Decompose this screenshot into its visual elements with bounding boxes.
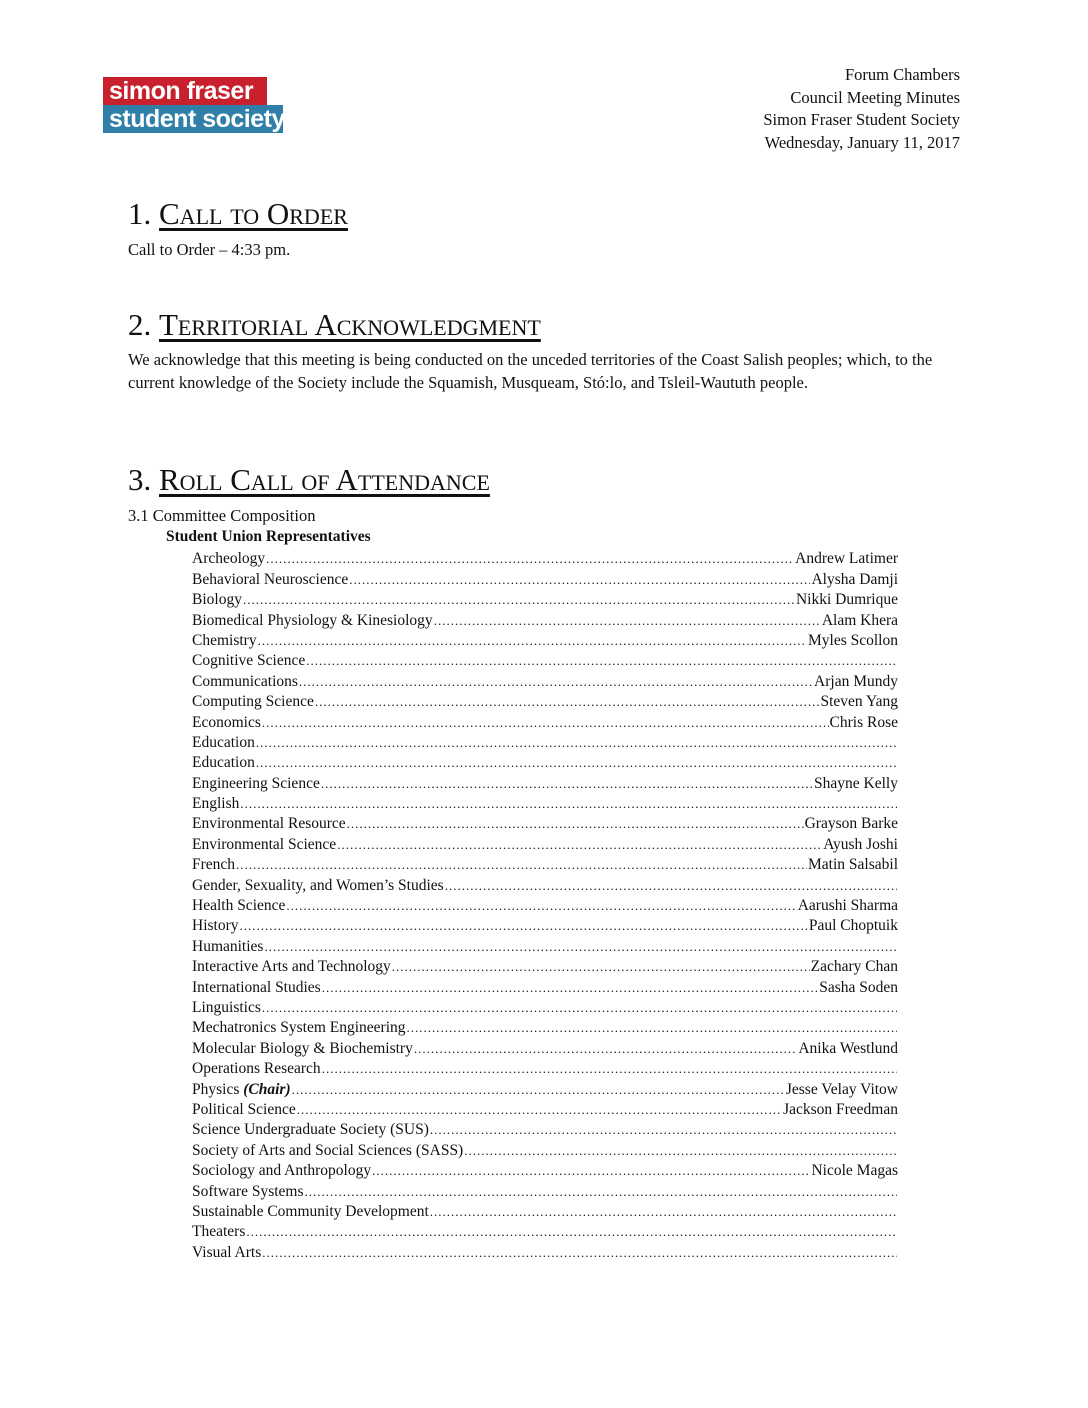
header-venue: Forum Chambers [844,65,960,84]
representative-row [192,896,898,916]
representative-row [192,773,898,793]
dot-leader [297,1100,782,1120]
program-label: Gender, Sexuality, and Women’s Studies [192,876,444,894]
representative-name: Shayne Kelly [814,774,898,792]
program-name [192,713,261,733]
program-name [192,896,285,916]
representative-name: Arjan Mundy [814,672,898,690]
representative-name: Jesse Velay Vitow [785,1080,898,1098]
representative-name: Alam Khera [821,611,898,629]
representative-row [192,712,898,732]
dot-leader [262,998,897,1018]
representative-name: Aarushi Sharma [797,897,898,915]
representative-row [192,1018,898,1038]
dot-leader [306,651,897,671]
program-label: Communications [192,672,298,690]
section-title: Territorial Acknowledgment [159,307,541,342]
representative-name: Ayush Joshi [823,835,898,853]
program-name [192,1120,429,1140]
program-label: Humanities [192,937,264,955]
dot-leader [256,753,897,773]
dot-leader [464,1141,897,1161]
representative-name: Zachary Chan [810,958,898,976]
program-label: International Studies [192,978,321,996]
program-label: Society of Arts and Social Sciences (SASS) [192,1141,464,1159]
program-name [192,611,433,631]
program-label: Sustainable Community Development [192,1202,429,1220]
representative-name: Matin Salsabil [808,856,898,874]
program-label: History [192,917,239,935]
representative-row [192,936,898,956]
program-name [192,937,263,957]
section-2-body: We acknowledge that this meeting is being conducted on the unceded territories of the Coast Salish peoples; which, to the current knowledge of the Society include the Squamish, Musqueam, Stó:lo, and Tsleil-Waututh people. [128,350,933,392]
dot-leader [445,876,897,896]
program-name [192,1243,261,1263]
representative-row [192,1161,898,1181]
program-label: Education [192,754,255,772]
dot-leader [256,733,897,753]
program-label: Engineering Science [192,774,320,792]
dot-leader [266,549,794,569]
program-name [192,733,255,753]
program-label: Health Science [192,897,286,915]
program-label: Physics [192,1080,240,1098]
program-name [192,651,305,671]
dot-leader [434,611,821,631]
representative-row [192,1059,898,1079]
representative-row [192,977,898,997]
representative-name: Steven Yang [820,693,898,711]
representative-name: Anika Westlund [798,1039,898,1057]
program-name [192,978,321,998]
representative-row [192,692,898,712]
dot-leader [414,1039,798,1059]
representative-row [192,1038,898,1058]
representative-row [192,753,898,773]
dot-leader [262,713,829,733]
section-1-body: Call to Order – 4:33 pm. [128,240,291,259]
representative-list [192,549,898,1263]
program-label: Behavioral Neuroscience [192,570,349,588]
program-name [192,876,444,896]
representative-row [192,1242,898,1262]
representative-row [192,855,898,875]
program-name [192,916,239,936]
representative-name: Myles Scollon [808,631,898,649]
program-name [192,549,265,569]
program-label: Linguistics [192,998,261,1016]
representative-row [192,590,898,610]
representative-name: Alysha Damji [811,570,898,588]
program-name [192,1059,321,1079]
section-number: 1. [128,196,152,231]
dot-leader [321,774,813,794]
program-label: Archeology [192,550,266,568]
dot-leader [292,1080,785,1100]
representative-row [192,1222,898,1242]
program-name [192,692,314,712]
header-date: Wednesday, January 11, 2017 [764,132,960,152]
program-label: Interactive Arts and Technology [192,958,391,976]
dot-leader [322,1059,897,1079]
program-name [192,1018,406,1038]
dot-leader [349,570,810,590]
program-name [192,570,348,590]
dot-leader [286,896,796,916]
representative-row [192,957,898,977]
dot-leader [236,855,807,875]
dot-leader [243,590,795,610]
representative-row [192,1100,898,1120]
representative-row [192,998,898,1018]
representative-row [192,1140,898,1160]
program-label: French [192,856,236,874]
representative-row [192,875,898,895]
representative-row [192,814,898,834]
representative-row [192,916,898,936]
dot-leader [430,1202,897,1222]
program-name [192,998,261,1018]
representative-row [192,671,898,691]
program-label: Cognitive Science [192,652,306,670]
header-doc-title: Council Meeting Minutes [790,87,960,107]
program-name [192,814,346,834]
program-label: Computing Science [192,693,314,711]
dot-leader [407,1018,897,1038]
section-number: 3. [128,462,152,497]
program-label: Theaters [192,1223,246,1241]
program-label: Mechatronics System Engineering [192,1019,406,1037]
program-label: Science Undergraduate Society (SUS) [192,1121,429,1139]
dot-leader [258,631,807,651]
representative-row [192,610,898,630]
representative-name: Sasha Soden [819,978,898,996]
document-header [763,64,960,154]
program-name [192,1100,296,1120]
section-2-heading [128,307,541,343]
dot-leader [322,978,818,998]
dot-leader [264,937,897,957]
section-3-heading [128,462,490,498]
program-label: Economics [192,713,261,731]
program-name [192,631,257,651]
program-label: Biomedical Physiology & Kinesiology [192,611,433,629]
representative-row [192,549,898,569]
program-name [192,835,336,855]
chair-tag: (Chair) [243,1080,291,1098]
program-name [192,1222,245,1242]
representative-row [192,794,898,814]
dot-leader [262,1243,897,1263]
committee-composition-heading: 3.1 Committee Composition [128,506,316,525]
program-name [192,957,391,977]
dot-leader [337,835,822,855]
program-name [192,1182,304,1202]
program-label: Biology [192,591,242,609]
program-label: Education [192,733,255,751]
program-name [192,774,320,794]
representative-row [192,631,898,651]
dot-leader [299,672,813,692]
representative-row [192,569,898,589]
dot-leader [315,692,820,712]
representative-name: Paul Choptuik [808,917,898,935]
program-name [192,753,255,773]
program-label: English [192,795,240,813]
representative-name: Nikki Dumrique [795,591,898,609]
program-label: Molecular Biology & Biochemistry [192,1039,413,1057]
representative-row [192,1079,898,1099]
program-name [192,855,235,875]
program-label: Software Systems [192,1182,304,1200]
program-label: Sociology and Anthropology [192,1162,372,1180]
program-name [192,1039,413,1059]
dot-leader [430,1120,897,1140]
dot-leader [246,1222,897,1242]
program-label: Environmental Resource [192,815,346,833]
section-title: Call to Order [159,196,348,231]
representative-row [192,651,898,671]
representative-row [192,1181,898,1201]
program-name [192,1202,429,1222]
sfss-logo [103,77,283,133]
dot-leader [372,1161,810,1181]
representative-name: Jackson Freedman [783,1100,898,1118]
program-name [192,1141,463,1161]
representative-name: Chris Rose [829,713,898,731]
logo-line-1: simon fraser [103,77,267,105]
dot-leader [392,957,810,977]
section-title: Roll Call of Attendance [159,462,490,497]
program-label: Operations Research [192,1060,321,1078]
program-label: Chemistry [192,631,257,649]
representative-row [192,834,898,854]
representative-name: Andrew Latimer [795,550,898,568]
program-name [192,590,242,610]
program-name [192,1080,291,1100]
representative-row [192,733,898,753]
program-label: Political Science [192,1100,296,1118]
dot-leader [240,916,808,936]
representative-name: Grayson Barke [804,815,898,833]
representative-row [192,1120,898,1140]
dot-leader [347,814,804,834]
representative-row [192,1202,898,1222]
representative-name: Nicole Magas [811,1162,898,1180]
program-name [192,672,298,692]
dot-leader [305,1182,897,1202]
program-name [192,1161,371,1181]
logo-line-2: student society [103,105,283,133]
dot-leader [240,794,897,814]
header-organization: Simon Fraser Student Society [763,110,960,129]
section-1-heading [128,196,348,232]
group-heading: Student Union Representatives [166,528,371,545]
program-label: Environmental Science [192,835,337,853]
program-label: Visual Arts [192,1243,262,1261]
program-name [192,794,239,814]
section-number: 2. [128,307,152,342]
